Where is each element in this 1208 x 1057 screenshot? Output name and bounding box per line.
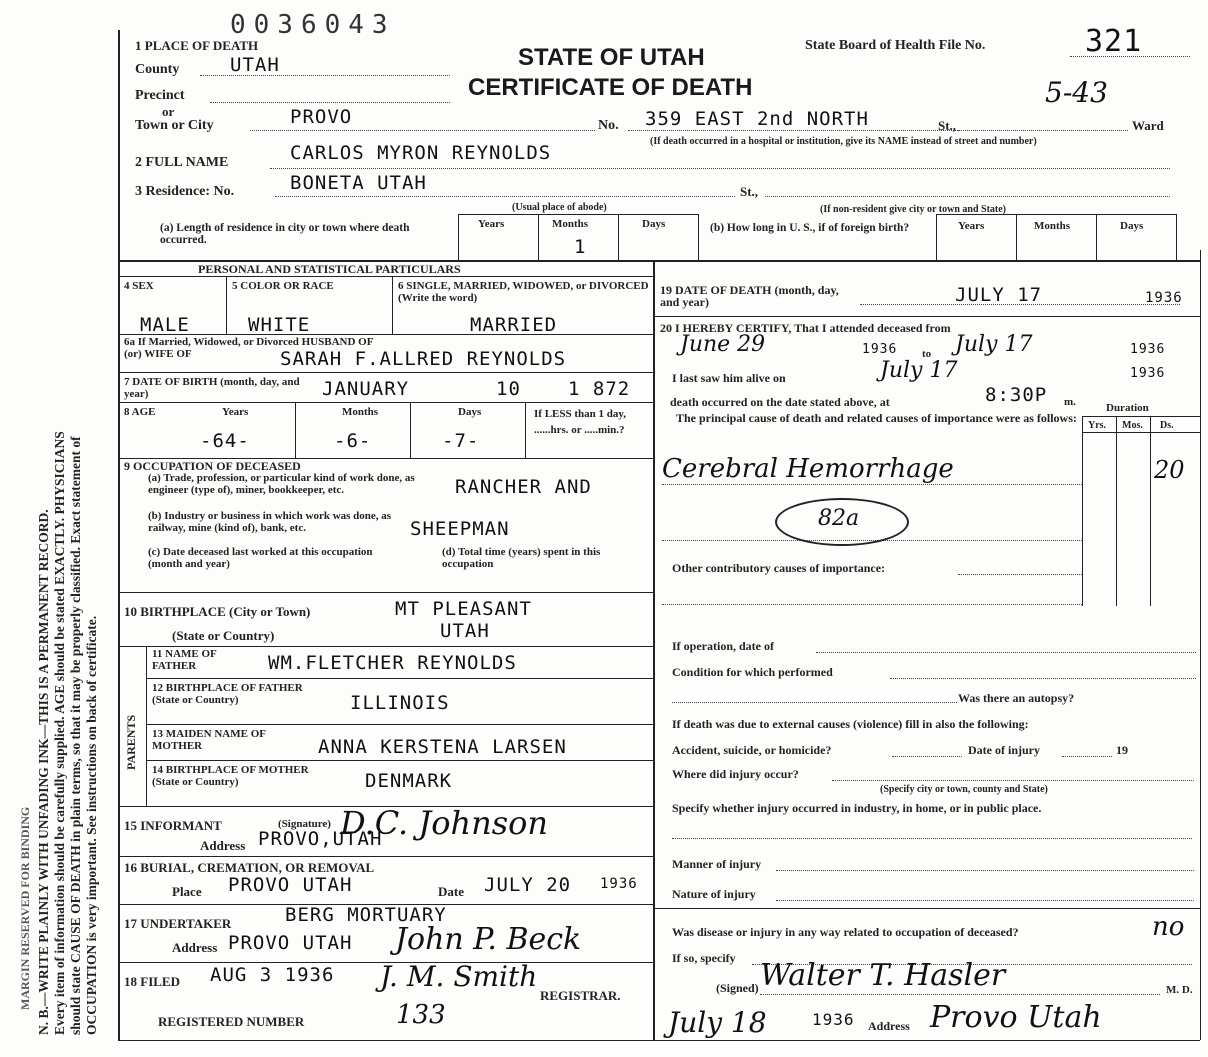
burial-place-label: Place xyxy=(172,884,202,899)
burial-date-label: Date xyxy=(438,884,464,899)
m-label: m. xyxy=(1064,396,1076,408)
mother-bp-label: 14 BIRTHPLACE OF MOTHER (State or Country) xyxy=(152,764,309,788)
res-months-label: Months xyxy=(552,218,589,230)
usual-abode-note: (Usual place of abode) xyxy=(512,202,607,213)
place-label: 1 PLACE OF DEATH xyxy=(135,38,259,53)
bottom-line-left xyxy=(118,1040,653,1041)
res-div-2 xyxy=(538,214,539,260)
last-saw-value: July 17 xyxy=(880,358,958,383)
certify-from: June 29 xyxy=(680,332,766,357)
row-15-line xyxy=(118,856,653,857)
sign-address: Provo Utah xyxy=(930,1000,1102,1035)
birthplace-state-label: (State or Country) xyxy=(172,628,275,643)
injury-date-line xyxy=(1062,756,1112,757)
street-no-label: No. xyxy=(598,118,619,133)
injury-date-label: Date of injury xyxy=(968,743,1040,757)
birth-month: JANUARY xyxy=(322,378,410,400)
cause-value: Cerebral Hemorrhage xyxy=(662,454,954,484)
sign-address-label: Address xyxy=(868,1019,910,1033)
row-11-line xyxy=(146,678,653,679)
dur-div-3 xyxy=(1150,416,1151,606)
row-13-line xyxy=(146,760,653,761)
town-value: PROVO xyxy=(290,106,353,128)
occ-b-label: (b) Industry or business in which work was done, as railway, mine (kind of), bank, etc. xyxy=(148,510,392,534)
last-saw-year: 1936 xyxy=(1130,366,1166,381)
age-days-label: Days xyxy=(458,406,482,418)
informant-label: 15 INFORMANT xyxy=(124,818,222,833)
row-19-line xyxy=(653,316,1200,317)
residence-value: BONETA UTAH xyxy=(290,172,427,194)
death-date-label: 19 DATE OF DEATH (month, day, and year) xyxy=(660,283,839,309)
town-line xyxy=(250,130,595,131)
full-name-label: 2 FULL NAME xyxy=(135,155,229,170)
birth-year: 1 872 xyxy=(568,378,631,400)
dur-div-2 xyxy=(1116,416,1117,606)
county-line xyxy=(200,75,450,76)
sign-date: July 18 xyxy=(668,1006,767,1039)
file-number: 321 xyxy=(1085,24,1143,59)
condition-line xyxy=(890,678,1196,679)
signed-line xyxy=(760,994,1160,995)
external-label: If death was due to external causes (violence) fill in also the following: xyxy=(672,717,1029,731)
dur-yrs-label: Yrs. xyxy=(1088,420,1107,431)
certify-from-year: 1936 xyxy=(862,342,898,357)
res-div-3 xyxy=(618,214,619,260)
us-div-4 xyxy=(1176,214,1177,260)
related-label: Was disease or injury in any way related to occupation of deceased? xyxy=(672,925,1019,939)
operation-label: If operation, date of xyxy=(672,639,774,653)
full-name-line xyxy=(270,168,1170,169)
us-years-label: Years xyxy=(958,220,985,232)
certify-to: July 17 xyxy=(955,332,1033,357)
duration-label: Duration xyxy=(1106,402,1149,414)
occurred-label: death occurred on the date stated above, at xyxy=(670,395,890,409)
row-6-line xyxy=(118,334,653,335)
death-time: 8:30P xyxy=(985,384,1048,406)
us-residence-label: (b) How long in U. S., if of foreign birth? xyxy=(710,222,910,234)
street-line xyxy=(628,130,958,131)
dur-mos-label: Mos. xyxy=(1122,420,1143,431)
death-date-line xyxy=(860,304,1180,305)
cause-code: 82a xyxy=(818,506,860,531)
dur-ds-label: Ds. xyxy=(1160,420,1174,431)
undertaker-name: BERG MORTUARY xyxy=(285,904,447,926)
burial-label: 16 BURIAL, CREMATION, OR REMOVAL xyxy=(124,860,375,875)
street-st-label: St., xyxy=(938,118,957,133)
age-div-2 xyxy=(410,402,411,458)
ifso-label: If so, specify xyxy=(672,951,736,965)
margin-reserved-text: MARGIN RESERVED FOR BINDING xyxy=(18,806,32,1010)
burial-date: JULY 20 xyxy=(484,874,572,896)
row-10-line xyxy=(118,646,653,647)
file-number-2: 5-43 xyxy=(1045,76,1108,109)
town-label: Town or City xyxy=(135,118,214,133)
other-causes-label: Other contributory causes of importance: xyxy=(672,561,886,575)
age-div-1 xyxy=(295,402,296,458)
us-div-2 xyxy=(1016,214,1017,260)
registrar-signature: J. M. Smith xyxy=(380,960,538,993)
last-saw-label: I last saw him alive on xyxy=(672,371,786,385)
age-years: -64- xyxy=(200,430,250,452)
related-value: no xyxy=(1152,912,1185,942)
occ-b-value: SHEEPMAN xyxy=(410,518,510,540)
burial-place: PROVO UTAH xyxy=(228,874,353,896)
res-years-label: Years xyxy=(478,218,505,230)
sign-year: 1936 xyxy=(812,1010,855,1029)
signed-label: (Signed) xyxy=(716,981,759,995)
res-div-4 xyxy=(698,214,699,260)
condition-label: Condition for which performed xyxy=(672,665,833,679)
filed-label: 18 FILED xyxy=(124,974,180,989)
ward-line xyxy=(958,130,1128,131)
informant-sig-label: (Signature) xyxy=(278,818,331,830)
mother-label: 13 MAIDEN NAME OF MOTHER xyxy=(152,728,266,752)
certify-label: 20 I HEREBY CERTIFY, That I attended deceased from xyxy=(660,321,951,335)
spouse-label: 6a If Married, Widowed, or Divorced HUSBAND OF (or) WIFE OF xyxy=(124,336,374,360)
board-label: State Board of Health File No. xyxy=(805,38,986,53)
bottom-line-right xyxy=(653,1040,1200,1041)
occ-a-value: RANCHER AND xyxy=(455,476,592,498)
row-9-line xyxy=(118,592,653,593)
informant-address-label: Address xyxy=(200,838,246,853)
sex-value: MALE xyxy=(140,314,190,336)
us-months-label: Months xyxy=(1034,220,1071,232)
occ-c-label: (c) Date deceased last worked at this occupation (month and year) xyxy=(148,546,373,570)
undertaker-address: PROVO UTAH xyxy=(228,932,353,954)
certify-to-label: to xyxy=(922,348,932,360)
undertaker-label: 17 UNDERTAKER xyxy=(124,916,232,931)
row-7-line xyxy=(118,402,653,403)
parents-label: PARENTS xyxy=(124,714,138,770)
full-name-value: CARLOS MYRON REYNOLDS xyxy=(290,142,552,164)
res-div-1 xyxy=(458,214,459,260)
manner-line xyxy=(776,870,1194,871)
operation-line xyxy=(816,652,1196,653)
title-certificate: CERTIFICATE OF DEATH xyxy=(468,74,753,101)
where-line xyxy=(832,780,1194,781)
row-nature-line xyxy=(653,908,1200,909)
informant-address: PROVO,UTAH xyxy=(258,828,383,850)
nature-line xyxy=(776,900,1194,901)
or-label: or xyxy=(162,104,175,119)
burial-year: 1936 xyxy=(600,876,638,892)
row-6a-line xyxy=(118,372,653,373)
physician-signature: Walter T. Hasler xyxy=(760,958,1006,993)
where-note: (Specify city or town, county and State) xyxy=(880,784,1048,795)
certify-to-year: 1936 xyxy=(1130,342,1166,357)
precinct-line xyxy=(210,102,450,103)
color-label: 5 COLOR OR RACE xyxy=(232,280,334,292)
cause-line xyxy=(662,484,1082,485)
occ-a-label: (a) Trade, profession, or particular kind of work done, as engineer (type of), miner, bookkeeper, etc. xyxy=(148,472,415,496)
undertaker-signature: John P. Beck xyxy=(395,922,582,957)
instruction-line-2: Every item of information should be carefully supplied. AGE should be stated EXACTLY. PHYSICIANS xyxy=(52,431,67,1035)
marital-value: MARRIED xyxy=(470,314,558,336)
center-divider xyxy=(653,260,655,1040)
where-label: Where did injury occur? xyxy=(672,767,799,781)
other-line-1 xyxy=(958,574,1082,575)
duration-top xyxy=(1082,416,1200,417)
duration-header-line xyxy=(1082,432,1200,433)
county-label: County xyxy=(135,62,180,77)
res-days-label: Days xyxy=(642,218,666,230)
father-bp-value: ILLINOIS xyxy=(350,692,450,714)
instruction-line-1: N. B.—WRITE PLAINLY WITH UNFADING INK—THIS IS A PERMANENT RECORD. xyxy=(36,509,51,1035)
registered-number: 133 xyxy=(396,1000,446,1030)
us-div-1 xyxy=(936,214,937,260)
top-serial-number: 0036043 xyxy=(230,10,396,40)
instruction-line-4: OCCUPATION is very important. See instructions on back of certificate. xyxy=(84,615,99,1035)
accident-line xyxy=(892,756,962,757)
autopsy-label: Was there an autopsy? xyxy=(958,691,1075,705)
birth-day: 10 xyxy=(496,378,521,400)
row-12-line xyxy=(146,724,653,725)
res-months-value: 1 xyxy=(574,236,587,258)
res-box-top xyxy=(458,214,698,215)
spouse-value: SARAH F.ALLRED REYNOLDS xyxy=(280,348,567,370)
parents-div xyxy=(146,646,147,806)
age-years-label: Years xyxy=(222,406,249,418)
nature-label: Nature of injury xyxy=(672,887,756,901)
color-value: WHITE xyxy=(248,314,311,336)
us-div-3 xyxy=(1096,214,1097,260)
injury-year-label: 19 xyxy=(1116,743,1128,757)
birthplace-city: MT PLEASANT xyxy=(395,598,532,620)
residence-st-label: St., xyxy=(740,184,759,199)
registered-number-label: REGISTERED NUMBER xyxy=(158,1014,305,1029)
color-div xyxy=(392,276,393,334)
header-line xyxy=(118,276,653,277)
cause-label: The principal cause of death and related causes of importance were as follows: xyxy=(676,411,1077,425)
instruction-line-3: should state CAUSE OF DEATH in plain terms, so that it may be properly classified. Exact statement of xyxy=(68,436,83,1035)
birthplace-state: UTAH xyxy=(440,620,490,642)
occ-d-label: (d) Total time (years) spent in this occupation xyxy=(442,546,601,570)
marital-label: 6 SINGLE, MARRIED, WIDOWED, or DIVORCED (Write the word) xyxy=(398,280,649,304)
sex-label: 4 SEX xyxy=(124,280,154,292)
mother-bp-value: DENMARK xyxy=(365,770,453,792)
death-year: 1936 xyxy=(1145,290,1183,306)
length-residence-label: (a) Length of residence in city or town where death occurred. xyxy=(160,222,410,246)
other-line-2 xyxy=(662,604,1082,605)
specify-label: Specify whether injury occurred in industry, in home, or in public place. xyxy=(672,801,1042,815)
nonresident-note: (If non-resident give city or town and State) xyxy=(820,204,1007,215)
personal-header: PERSONAL AND STATISTICAL PARTICULARS xyxy=(198,262,461,276)
filed-date: AUG 3 1936 xyxy=(210,964,335,986)
father-bp-label: 12 BIRTHPLACE OF FATHER (State or Country) xyxy=(152,682,303,706)
informant-signature: D.C. Johnson xyxy=(340,804,548,842)
res-box-top-2 xyxy=(936,214,1176,215)
age-months: -6- xyxy=(334,430,372,452)
precinct-label: Precinct xyxy=(135,88,185,103)
age-less-label: If LESS than 1 day, ......hrs. or .....min.? xyxy=(534,408,627,436)
specify-line xyxy=(672,838,1192,839)
occupation-label: 9 OCCUPATION OF DECEASED xyxy=(124,459,301,473)
residence-line xyxy=(275,196,735,197)
birthplace-label: 10 BIRTHPLACE (City or Town) xyxy=(124,604,311,619)
residence-st-line xyxy=(765,196,1170,197)
autopsy-line xyxy=(672,702,957,703)
age-label: 8 AGE xyxy=(124,406,156,418)
county-value: UTAH xyxy=(230,54,280,76)
us-days-label: Days xyxy=(1120,220,1144,232)
right-border xyxy=(1200,250,1201,1040)
registrar-label: REGISTRAR. xyxy=(540,988,621,1003)
undertaker-address-label: Address xyxy=(172,940,218,955)
left-border xyxy=(118,30,120,1040)
age-div-3 xyxy=(525,402,526,458)
mother-value: ANNA KERSTENA LARSEN xyxy=(318,736,567,758)
residence-label: 3 Residence: No. xyxy=(135,184,235,199)
father-label: 11 NAME OF FATHER xyxy=(152,648,217,672)
accident-label: Accident, suicide, or homicide? xyxy=(672,743,832,757)
father-value: WM.FLETCHER REYNOLDS xyxy=(268,652,517,674)
street-value: 359 EAST 2nd NORTH xyxy=(645,108,869,130)
title-state: STATE OF UTAH xyxy=(518,44,705,71)
duration-days: 20 xyxy=(1154,456,1185,484)
death-date-value: JULY 17 xyxy=(955,284,1043,306)
manner-label: Manner of injury xyxy=(672,857,762,871)
file-number-line xyxy=(1070,56,1190,57)
hospital-note: (If death occurred in a hospital or institution, give its NAME instead of street and number) xyxy=(650,136,1037,147)
sex-div xyxy=(226,276,227,334)
ward-label: Ward xyxy=(1132,118,1164,133)
age-days: -7- xyxy=(442,430,480,452)
birth-label: 7 DATE OF BIRTH (month, day, and year) xyxy=(124,376,300,400)
age-months-label: Months xyxy=(342,406,379,418)
dur-div-1 xyxy=(1082,416,1083,606)
md-label: M. D. xyxy=(1166,984,1193,996)
